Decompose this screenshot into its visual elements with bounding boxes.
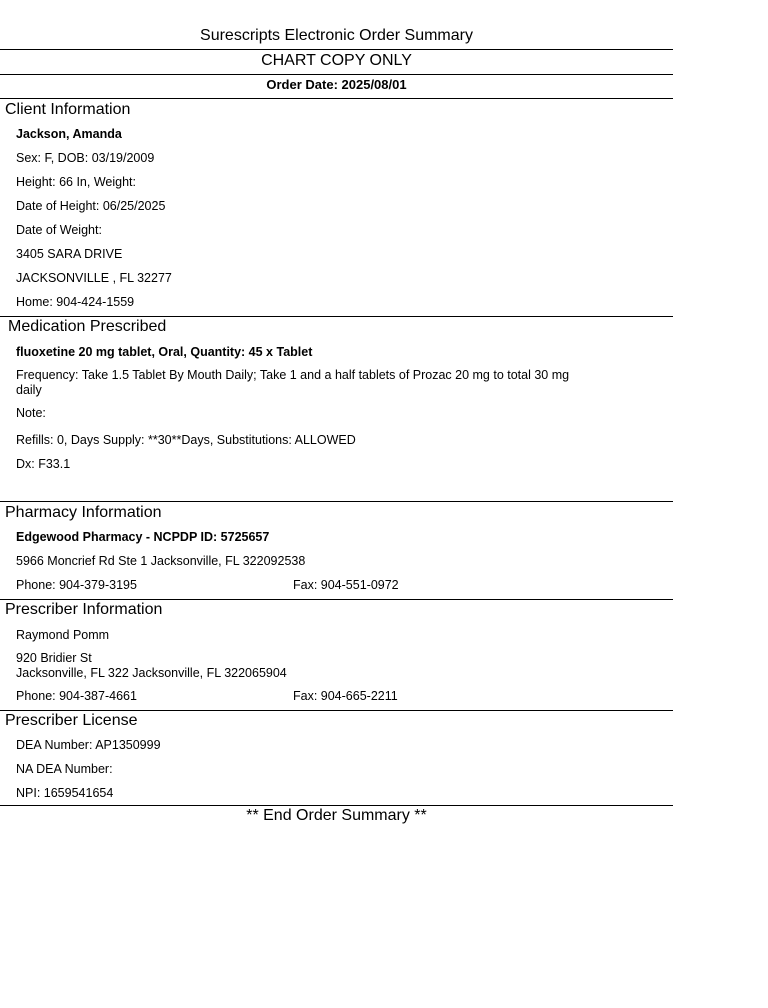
order-date: Order Date: 2025/08/01 — [266, 77, 407, 92]
prescriber-address-line2: Jacksonville, FL 322 Jacksonville, FL 322065904 — [16, 666, 287, 680]
divider — [0, 710, 673, 711]
pharmacy-phone: Phone: 904-379-3195 — [16, 578, 137, 592]
prescriber-section-title: Prescriber Information — [5, 601, 163, 618]
divider — [0, 74, 673, 75]
client-address-line2: JACKSONVILLE , FL 32277 — [16, 271, 172, 285]
prescriber-address-line1: 920 Bridier St — [16, 651, 92, 665]
document-title: Surescripts Electronic Order Summary — [200, 27, 473, 44]
license-npi: NPI: 1659541654 — [16, 786, 114, 800]
medication-drug: fluoxetine 20 mg tablet, Oral, Quantity: 45 x Tablet — [16, 345, 313, 359]
client-sex-dob: Sex: F, DOB: 03/19/2009 — [16, 151, 155, 165]
prescriber-name: Raymond Pomm — [16, 628, 110, 642]
chart-copy-label: CHART COPY ONLY — [261, 52, 412, 69]
medication-note: Note: — [16, 406, 46, 420]
client-height-weight: Height: 66 In, Weight: — [16, 175, 136, 189]
client-name: Jackson, Amanda — [16, 127, 122, 141]
divider — [0, 98, 673, 99]
pharmacy-section-title: Pharmacy Information — [5, 504, 162, 521]
prescriber-fax: Fax: 904-665-2211 — [293, 689, 398, 703]
pharmacy-fax: Fax: 904-551-0972 — [293, 578, 399, 592]
pharmacy-name: Edgewood Pharmacy - NCPDP ID: 5725657 — [16, 530, 270, 544]
client-date-of-height: Date of Height: 06/25/2025 — [16, 199, 166, 213]
divider — [0, 805, 673, 806]
pharmacy-address: 5966 Moncrief Rd Ste 1 Jacksonville, FL 322092538 — [16, 554, 306, 568]
client-address-line1: 3405 SARA DRIVE — [16, 247, 123, 261]
divider — [0, 501, 673, 502]
medication-refills: Refills: 0, Days Supply: **30**Days, Substitutions: ALLOWED — [16, 433, 356, 447]
medication-section-title: Medication Prescribed — [8, 318, 167, 335]
license-section-title: Prescriber License — [5, 712, 138, 729]
client-date-of-weight: Date of Weight: — [16, 223, 102, 237]
medication-frequency: Frequency: Take 1.5 Tablet By Mouth Daily; Take 1 and a half tablets of Prozac 20 mg to total 30 mg daily — [16, 368, 570, 397]
divider — [0, 599, 673, 600]
end-order-summary: ** End Order Summary ** — [246, 807, 427, 824]
divider — [0, 316, 673, 317]
license-dea-number: DEA Number: AP1350999 — [16, 738, 161, 752]
medication-dx: Dx: F33.1 — [16, 457, 71, 471]
prescriber-phone: Phone: 904-387-4661 — [16, 689, 137, 703]
divider — [0, 49, 673, 50]
license-na-dea-number: NA DEA Number: — [16, 762, 113, 776]
client-home-phone: Home: 904-424-1559 — [16, 295, 135, 309]
client-section-title: Client Information — [5, 101, 131, 118]
